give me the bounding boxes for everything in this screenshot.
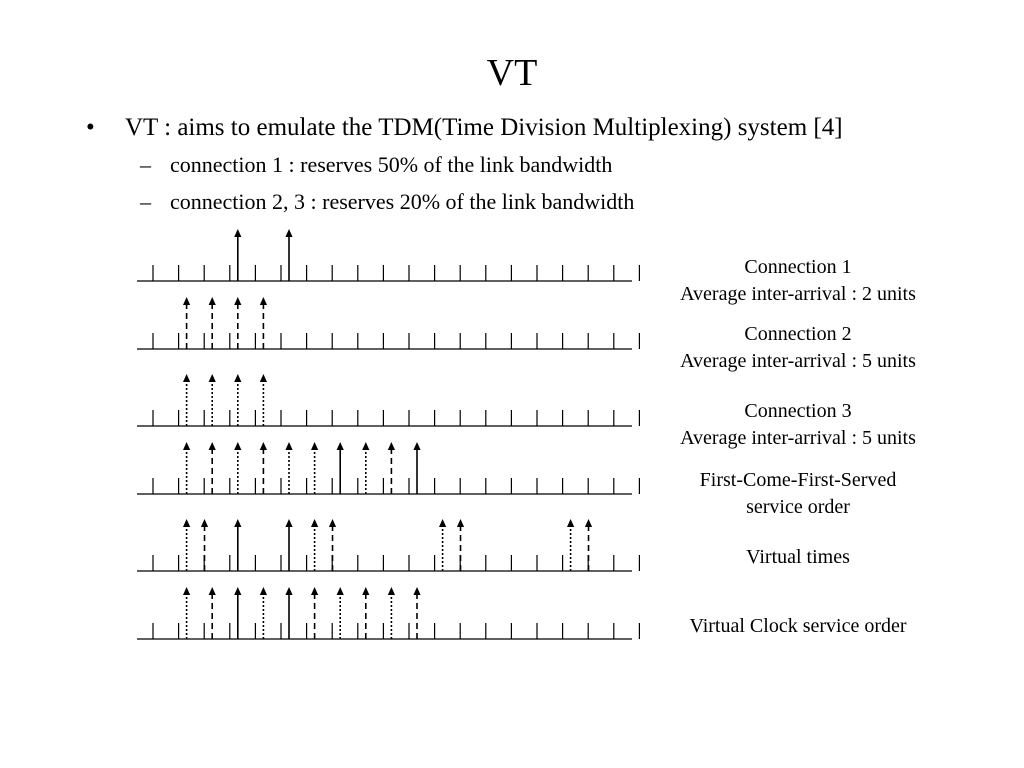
label-line: Connection 1 [744,256,852,278]
arrowhead [567,519,574,527]
arrowhead [234,442,241,450]
main-bullet-text: VT : aims to emulate the TDM(Time Division Multiplexing) system [4] [125,114,843,141]
arrowhead [183,587,190,595]
label-line: Average inter-arrival : 5 units [680,427,916,449]
arrowhead [285,229,292,237]
label-line: Connection 3 [744,400,852,422]
arrowhead [260,587,267,595]
arrowhead [209,374,216,382]
arrowhead [329,519,336,527]
arrowhead [388,442,395,450]
label-line: Connection 2 [744,323,852,345]
label-line: Average inter-arrival : 2 units [680,283,916,305]
label-fcfs-order [648,467,948,521]
label-connection-3 [648,398,948,452]
label-virtual-clock-order [648,613,948,640]
arrowhead [234,297,241,305]
arrowhead [201,519,208,527]
arrowhead [285,519,292,527]
sub-bullet-text: connection 2, 3 : reserves 20% of the link bandwidth [170,189,635,214]
sub-bullet-text: connection 1 : reserves 50% of the link bandwidth [170,152,613,177]
arrowhead [585,519,592,527]
label-connection-1 [648,254,948,308]
arrowhead [285,587,292,595]
arrowhead [337,442,344,450]
arrowhead [362,587,369,595]
arrowhead [234,374,241,382]
arrowhead [183,519,190,527]
arrowhead [260,374,267,382]
sub-bullet-marker: – [140,189,151,214]
arrowhead [183,442,190,450]
bullet-marker: • [86,114,95,141]
arrowhead [311,519,318,527]
arrowhead [362,442,369,450]
label-line: Average inter-arrival : 5 units [680,350,916,372]
slide-title: VT [486,52,538,94]
label-line: Virtual times [746,546,850,568]
arrowhead [285,442,292,450]
arrowhead [234,229,241,237]
arrowhead [234,587,241,595]
arrowhead [413,442,420,450]
label-connection-2 [648,321,948,375]
arrowhead [311,442,318,450]
arrowhead [183,374,190,382]
arrowhead [209,442,216,450]
label-line: First-Come-First-Served [699,469,897,491]
sub-bullet-marker: – [140,152,151,177]
arrowhead [260,442,267,450]
arrowhead [209,297,216,305]
arrowhead [183,297,190,305]
arrowhead [234,519,241,527]
label-virtual-times [648,544,948,571]
arrowhead [388,587,395,595]
arrowhead [260,297,267,305]
label-line: service order [746,496,850,518]
arrowhead [413,587,420,595]
label-line: Virtual Clock service order [689,615,907,637]
arrowhead [311,587,318,595]
arrowhead [337,587,344,595]
arrowhead [457,519,464,527]
arrowhead [439,519,446,527]
arrowhead [209,587,216,595]
